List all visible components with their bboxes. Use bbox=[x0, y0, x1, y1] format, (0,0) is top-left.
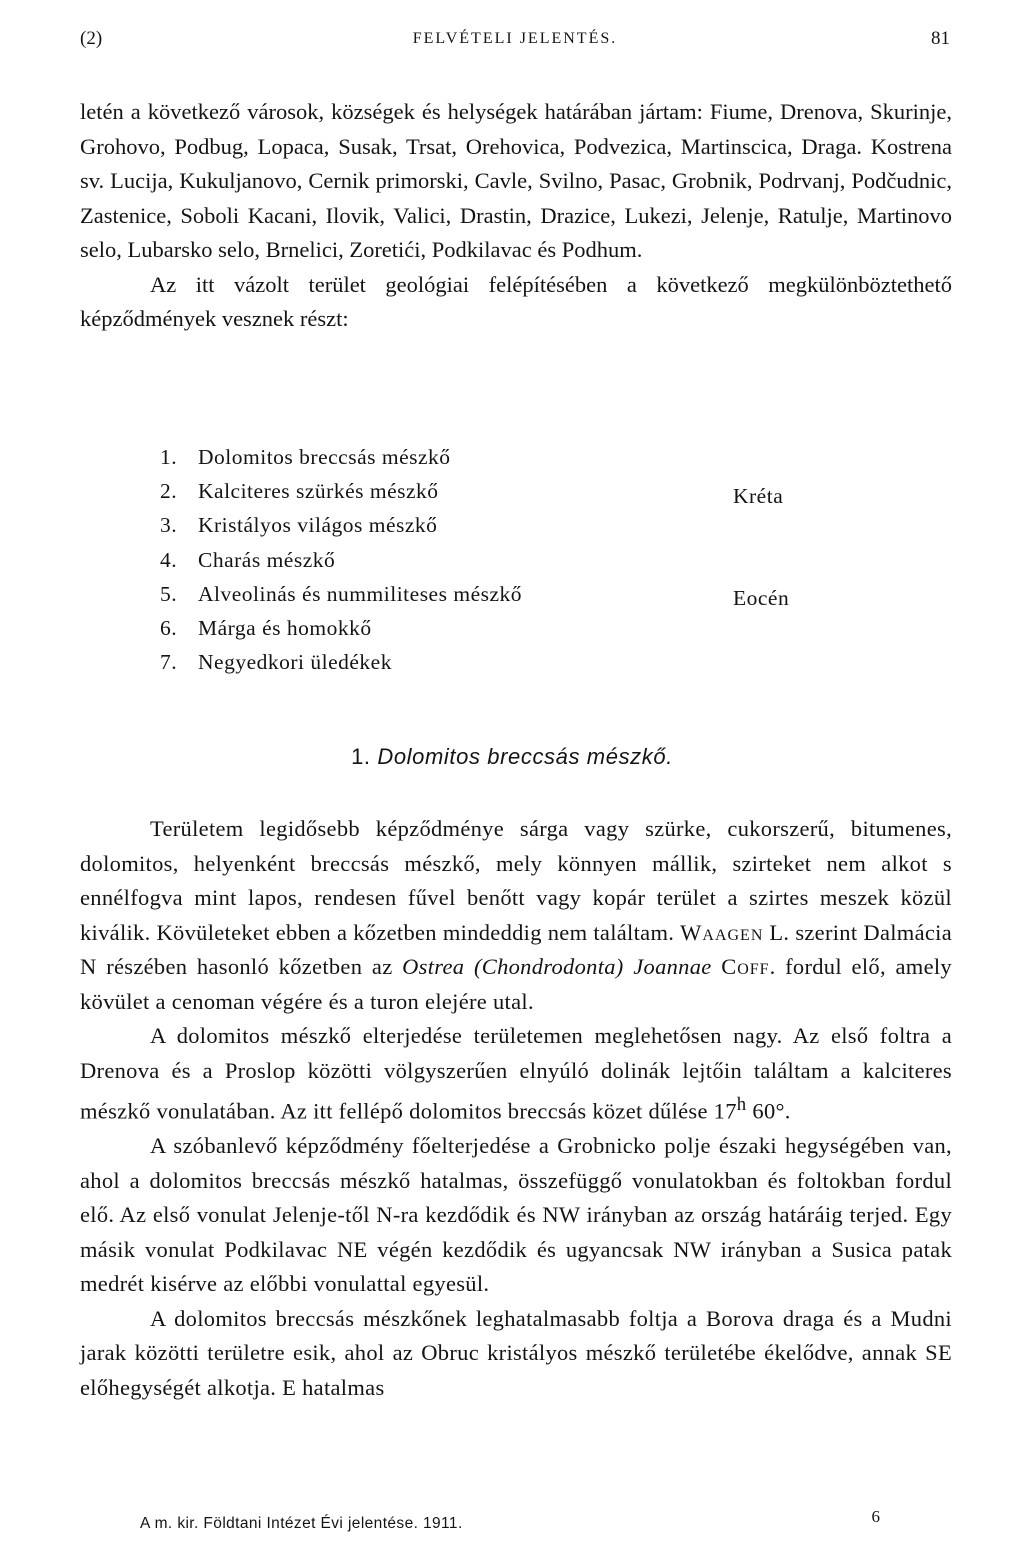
formation-item: 1. Dolomitos breccsás mészkő bbox=[160, 445, 451, 469]
section-heading bbox=[0, 744, 1024, 770]
body-paragraph: A dolomitos breccsás mészkőnek leghatalmasabb foltja a Borova draga és a Mudni jarak közötti területre esik, ahol az Obruc kristályos mészkő területébe ékelődve, annak SE előhegységét alkotja. E hatalmas bbox=[80, 1305, 952, 1400]
section-title: Dolomitos breccsás mészkő. bbox=[377, 744, 673, 769]
formation-item: 2. Kalciteres szürkés mészkő bbox=[160, 479, 439, 504]
footer-publication: A m. kir. Földtani Intézet Évi jelentése. 1911. bbox=[140, 1515, 463, 1532]
author-name: Waagen bbox=[680, 919, 764, 945]
age-label-eocen: Eocén bbox=[733, 586, 790, 610]
section-number: 1. bbox=[351, 744, 371, 769]
page-number: 81 bbox=[931, 28, 950, 49]
species-name: Ostrea (Chondrodonta) Joannae bbox=[402, 954, 712, 979]
formation-item: 4. Charás mészkő bbox=[160, 547, 336, 572]
body-text bbox=[80, 812, 952, 1405]
header-title: FELVÉTELI JELENTÉS. bbox=[412, 30, 618, 47]
body-paragraph: A szóbanlevő képződmény főelterjedése a Grobnicko polje északi hegységében van, ahol a dolomitos breccsás mészkő hatalmas, összefüggő vonulatokban és foltokban fordul elő. Az első vonulat Jelenje-től N-ra kezdődik és NW irányban az ország határáig terjed. Egy másik vonulat Podkilavac NE végén kezdődik és ugyancsak NW irányban a Susica patak medrét kisérve az előbbi vonulattal egyesül. bbox=[80, 1133, 952, 1296]
body-paragraph: A dolomitos mészkő elterjedése területemen meglehetősen nagy. Az első foltra a Drenova és a Proslop közötti völgyszerűen elnyúló dolinák lejtőin találtam a kalciteres mészkő vonulatában. Az itt fellépő dolomitos breccsás közet dűlése 17$^h$ 60°. bbox=[80, 1023, 952, 1124]
age-label-kreta: Kréta bbox=[733, 484, 784, 508]
body-paragraph: Területem legidősebb képződménye sárga vagy szürke, cukorszerű, bitumenes, dolomitos, helyenként breccsás mészkő, mely könnyen mállik, szirteket nem alkot s ennélfogva mint lapos, rendesen fűvel benőtt vagy kopár terület a szirtes meszek közül kiválik. Kövületeket ebben a kőzetben mindeddig nem találtam. Waagen L. szerint Dalmácia N részében hasonló kőzetben az Ostrea (Chondrodonta) Joannae Coff. fordul elő, amely kövület a cenoman végére és a turon elejére utal. bbox=[80, 816, 952, 1014]
intro-text bbox=[80, 95, 952, 337]
intro-paragraph-localities: letén a következő városok, községek és helységek határában jártam: Fiume, Drenova, Skurinje, Grohovo, Podbug, Lopaca, Susak, Trsat, Orehovica, Podvezica, Martinscica, Draga. Kostrena sv. Lucija, Kukuljanovo, Cernik primorski, Cavle, Svilno, Pasac, Grobnik, Podrvanj, Podčudnic, Zastenice, Soboli Kacani, Ilovik, Valici, Drastin, Drazice, Lukezi, Jelenje, Ratulje, Martinovo selo, Lubarsko selo, Brnelici, Zoretići, Podkilavac és Podhum. bbox=[80, 99, 952, 262]
author-abbrev: Coff bbox=[721, 954, 770, 979]
header-part-number: (2) bbox=[80, 28, 103, 49]
footer bbox=[140, 1507, 880, 1535]
running-header bbox=[80, 28, 950, 58]
formation-item: 3. Kristályos világos mészkő bbox=[160, 513, 438, 538]
footer-signature-mark: 6 bbox=[871, 1507, 880, 1526]
formation-item: 5. Alveolinás és nummiliteses mészkő bbox=[160, 581, 523, 606]
formation-list bbox=[160, 440, 860, 679]
formation-item: 6. Márga és homokkő bbox=[160, 616, 372, 641]
formation-item: 7. Negyedkori üledékek bbox=[160, 650, 392, 675]
intro-paragraph-formations: Az itt vázolt terület geológiai felépítésében a következő megkülönböztethető képződmények vesznek részt: bbox=[80, 271, 952, 331]
